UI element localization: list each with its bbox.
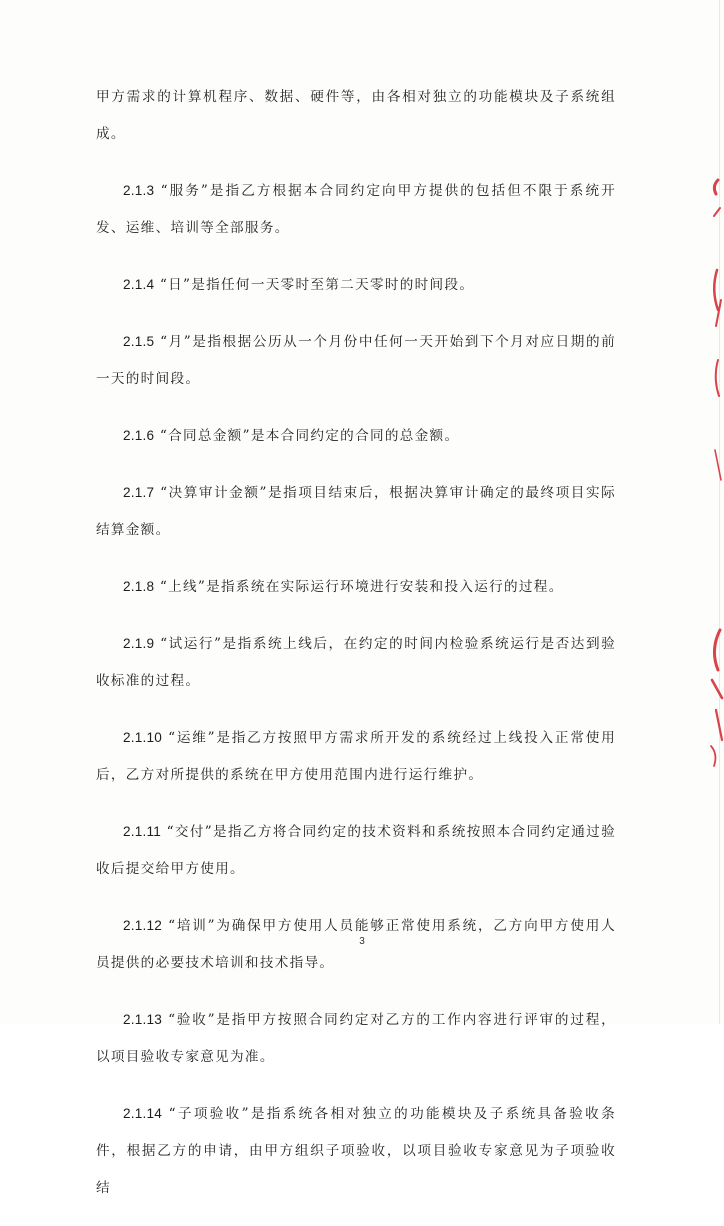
clause-2-1-11 (96, 813, 616, 888)
clause-number: 2.1.5 (123, 334, 155, 349)
clause-text: “上线”是指系统在实际运行环境进行安装和投入运行的过程。 (154, 579, 564, 595)
clause-text: “培训”为确保甲方使用人员能够正常使用系统，乙方向甲方使用人员提供的必要技术培训和技术指导。 (96, 918, 616, 971)
clause-number: 2.1.6 (123, 428, 155, 443)
clause-text: “决算审计金额”是指项目结束后，根据决算审计确定的最终项目实际结算金额。 (96, 485, 616, 538)
document-body (96, 79, 616, 1226)
clause-2-1-8 (96, 568, 616, 606)
red-seal-fragment-icon (698, 150, 724, 800)
clause-2-1-7 (96, 474, 616, 549)
clause-2-1-3 (96, 172, 616, 247)
paragraph-continuation (96, 79, 616, 153)
clause-2-1-14 (96, 1095, 616, 1207)
clause-text: “日”是指任何一天零时至第二天零时的时间段。 (154, 277, 475, 293)
clause-number: 2.1.3 (123, 183, 155, 198)
clause-2-1-4 (96, 266, 616, 304)
clause-text: “月”是指根据公历从一个月份中任何一天开始到下个月对应日期的前一天的时间段。 (96, 334, 616, 387)
clause-text: “服务”是指乙方根据本合同约定向甲方提供的包括但不限于系统开发、运维、培训等全部服务。 (96, 183, 616, 236)
clause-number: 2.1.4 (123, 277, 155, 292)
clause-number: 2.1.14 (123, 1106, 162, 1121)
clause-text: “试运行”是指系统上线后，在约定的时间内检验系统运行是否达到验收标准的过程。 (96, 636, 616, 689)
clause-number: 2.1.11 (123, 824, 161, 839)
clause-number: 2.1.10 (123, 730, 162, 745)
clause-text: “交付”是指乙方将合同约定的技术资料和系统按照本合同约定通过验收后提交给甲方使用。 (96, 824, 616, 877)
clause-number: 2.1.8 (123, 579, 155, 594)
clause-2-1-13 (96, 1001, 616, 1076)
clause-2-1-9 (96, 625, 616, 700)
clause-text: “验收”是指甲方按照合同约定对乙方的工作内容进行评审的过程，以项目验收专家意见为准。 (96, 1012, 616, 1065)
clause-number: 2.1.7 (123, 485, 155, 500)
paragraph-text: 甲方需求的计算机程序、数据、硬件等，由各相对独立的功能模块及子系统组成。 (96, 89, 616, 142)
clause-number: 2.1.9 (123, 636, 155, 651)
clause-text: “子项验收”是指系统各相对独立的功能模块及子系统具备验收条件，根据乙方的申请，由甲方组织子项验收，以项目验收专家意见为子项验收结 (96, 1106, 616, 1196)
clause-number: 2.1.12 (123, 918, 162, 933)
clause-number: 2.1.13 (123, 1012, 162, 1027)
clause-2-1-5 (96, 323, 616, 398)
page-number: 3 (359, 936, 365, 947)
clause-text: “合同总金额”是本合同约定的合同的总金额。 (154, 428, 460, 444)
clause-2-1-10 (96, 719, 616, 794)
clause-2-1-6 (96, 417, 616, 455)
clause-text: “运维”是指乙方按照甲方需求所开发的系统经过上线投入正常使用后，乙方对所提供的系统在甲方使用范围内进行运行维护。 (96, 730, 616, 783)
